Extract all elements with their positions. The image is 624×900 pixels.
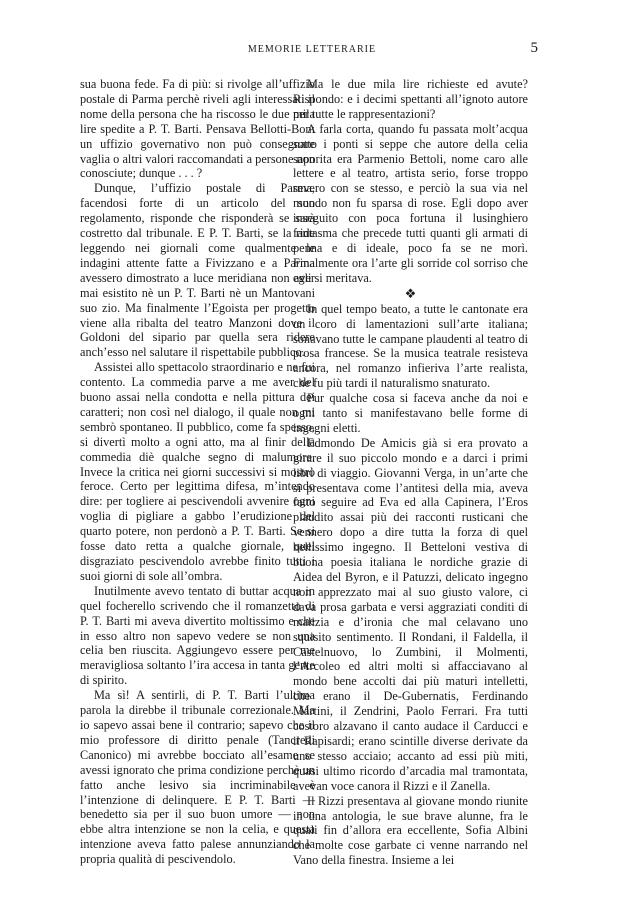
paragraph: Pur qualche cosa si faceva anche da noi e ogni tanto si manifestavano belle forme di ingegni eletti. (293, 391, 528, 435)
paragraph: Ma le due mila lire richieste ed avute? Rispondo: e i decimi spettanti all’ignoto autore per tutte le rappresentazioni? (293, 77, 528, 121)
paragraph: Ma sì! A sentirli, di P. T. Barti l’ultima parola la direbbe il tribunale correzionale. Ma io sapevo assai bene il contrario; sapevo che il mio professore di diritto penale (Tancredi Canonico) mi avrebbe bocciato all’esame se avessi ignorato che prima condizione perchè un fatto anche lesivo sia incriminabile è l’intenzione di delinquere. E P. T. Barti — benedetto sia per il suo buon umore — non ebbe altra intenzione se non la celia, e questa intenzione aveva fatto palese annunziando la propria qualità di pescivendolo. (80, 688, 315, 867)
paragraph: In quel tempo beato, a tutte le cantonate era un coro di lamentazioni sull’arte italiana; sonavano tutte le campane plaudenti al teatro di prosa francese. Se la musica teatrale resisteva ancora, nel romanzo infieriva l’arte realista, che fu più tardi il naturalismo snaturato. (293, 301, 528, 391)
paragraph: Il Rizzi presentava al giovane mondo riunite in una antologia, le sue brave alunne, fra le quali fin d’allora era eccellente, Sofia Albini che molte cose garbate ci venne narrando nel Vano della finestra. Insieme a lei (293, 793, 528, 868)
paragraph: sua buona fede. Fa di più: si rivolge all’uffizio postale di Parma perchè riveli agli interessati il nome della persona che ha riscosso le due mila lire spedite a P. T. Barti. Pensava Bellotti-Bon: un uffizio governativo non può consegnare vaglia o altri valori raccomandati a persone non conosciute; dunque . . . ? (80, 77, 315, 181)
page-number: 5 (530, 40, 538, 56)
running-head (0, 42, 624, 62)
running-title: MEMORIE LETTERARIE (247, 44, 377, 55)
paragraph: Dunque, l’uffizio postale di Parma, facendosi forte di un articolo del suo regolamento, risponde che risponderà se sarà costretto dal tribunale. E P. T. Barti, se la ride leggendo nei giornali come qualmente le indagini attente fatte a Fivizzano e a Parma avessero dimostrato a luce meridiana non aver mai esistito nè un P. T. Barti nè un Mantovani suo zio. Ma finalmente l’Egoista per progetto viene alla ribalta del teatro Manzoni dove il Goldoni del sipario par quella sera ridere anch’esso nel salutare il rispettabile pubblico. (80, 181, 315, 360)
paragraph: Edmondo De Amicis già si era provato a girare il suo piccolo mondo e a darci i primi libri di viaggio. Giovanni Verga, in un’arte che si presentava come l’antitesi della mia, aveva fatto seguire ad Eva ed alla Capinera, l’Eros plaudito assai più dei racconti rusticani che vennero dopo a dire tutta la forza di quel bellissimo ingegno. Il Betteloni vestiva di buona poesia italiana le nordiche grazie di Aidea del Byron, e il Patuzzi, delicato ingegno non apprezzato mai al suo giusto valore, ci dava prosa garbata e versi aggraziati conditi di malizia e d’ironia che mal celavano uno squisito sentimento. Il Rondani, il Faldella, il Castelnuovo, lo Zumbini, il Molmenti, l’Arcoleo ed altri molti si affacciavano al mondo bene accolti dai più maturi intelletti, che erano il De-Gubernatis, Ferdinando Martini, il Zendrini, Paolo Ferrari. Fra tutti costoro alzavano il canto audace il Carducci e il Rapisardi; erano scintille diverse derivate da uno stesso acciaio; accanto ad essi più miti, quasi ultimo ricordo d’arcadia mal tramontata, avevan voce canora il Rizzi e il Zanella. (293, 435, 528, 793)
paragraph: A farla corta, quando fu passata molt’acqua sotto i ponti si seppe che autore della celia saporita era Parmenio Bettoli, nome caro alle lettere e al teatro, artista serio, forse troppo severo con se stesso, e perciò la sua via nel mondo non fu sparsa di rose. Egli dopo aver inseguito con poca fortuna il lusinghiero fantasma che precede tutti quanti gli armati di penna e di ideale, poco fa se ne morì. Finalmente ora l’arte gli sorride col sorriso che egli si meritava. (293, 121, 528, 285)
left-column (80, 77, 315, 867)
right-column (293, 77, 528, 868)
paragraph: Inutilmente avevo tentato di buttar acqua in quel focherello scrivendo che il romanzetto di P. T. Barti mi aveva divertito moltissimo e che in esso altro non sapevo vedere se non una celia ben riuscita. Aggiungevo essere per me meravigliosa soltanto l’ira accesa in tanta gente di spirito. (80, 583, 315, 688)
section-ornament-icon: ❖ (404, 285, 417, 301)
paragraph: Assistei allo spettacolo straordinario e ne fui contento. La commedia parve a me aver del buono assai nella condotta e nella pittura dei caratteri; non così nel dialogo, il quale non mi sembrò spontaneo. Il pubblico, come fa spesso, si divertì molto a ogni atto, ma al finir della commedia diè qualche segno di malumore. Invece la critica nei giorni successivi si mostrò feroce. Certo per legittima difesa, m’intendo dire: per togliere ai pescivendoli avvenire ogni voglia di pigliare a gabbo l’erudizione del quarto potere, non perdonò a P. T. Barti. Se si fosse dato retta a qualche giornale, quel disgraziato pescivendolo avrebbe finito tutti i suoi giorni di sole all’ombra. (80, 360, 315, 583)
